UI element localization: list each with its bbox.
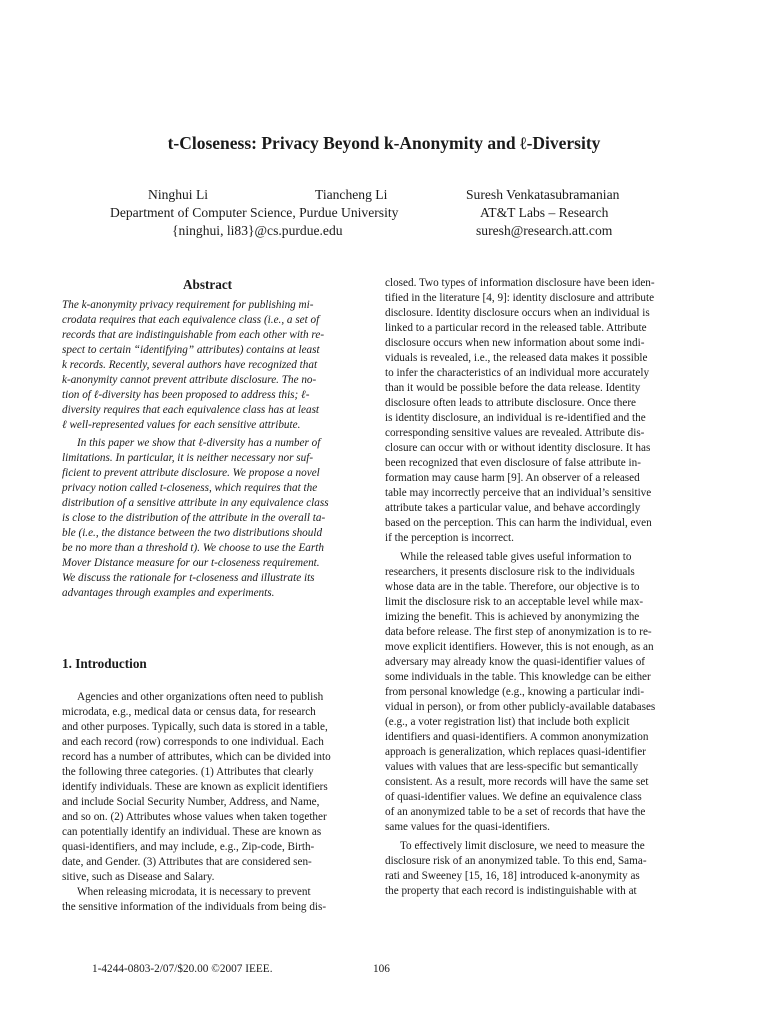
intro-heading: 1. Introduction	[62, 656, 147, 671]
rightcol-line: tified in the literature [4, 9]: identity disclosure and attribute	[385, 292, 655, 304]
email-purdue: {ninghui, li83}@cs.purdue.edu	[172, 223, 343, 238]
copyright-footer: 1-4244-0803-2/07/$20.00 ©2007 IEEE.	[92, 963, 273, 975]
rightcol-line: To effectively limit disclosure, we need to measure the	[400, 840, 645, 852]
email-att: suresh@research.att.com	[476, 223, 613, 238]
page-number: 106	[373, 963, 390, 975]
rightcol-line: adversary may already know the quasi-identifier values of	[385, 656, 646, 668]
rightcol-line: based on the perception. This can harm the individual, even	[385, 517, 652, 529]
rightcol-line: formation may cause harm [9]. An observer of a released	[385, 472, 640, 484]
rightcol-line: if the perception is incorrect.	[385, 532, 514, 544]
abstract-line: spect to certain “identifying” attributes) contains at least	[62, 344, 320, 356]
rightcol-line: same values for the quasi-identifiers.	[385, 821, 550, 833]
rightcol-line: to infer the characteristics of an individual more accurately	[385, 367, 650, 379]
intro-line: and each record (row) corresponds to one individual. Each	[62, 736, 324, 748]
rightcol-line: approach is generalization, which replaces quasi-identifier	[385, 746, 646, 758]
right-column-body	[385, 276, 685, 899]
paper-title: t-Closeness: Privacy Beyond k-Anonymity and ℓ-Diversity	[167, 133, 601, 153]
rightcol-line: disclosure often leads to attribute disclosure. Once there	[385, 397, 637, 409]
rightcol-line: closure can occur with or without identity disclosure. It has	[385, 442, 651, 454]
intro-line: and other purposes. Typically, such data is stored in a table,	[62, 721, 328, 733]
intro-body	[62, 690, 362, 915]
affiliation-purdue: Department of Computer Science, Purdue University	[110, 205, 399, 220]
abstract-line: distribution of a sensitive attribute in any equivalence class	[62, 497, 329, 509]
rightcol-line: disclosure. Identity disclosure occurs when an individual is	[385, 307, 650, 319]
rightcol-line: (e.g., a voter registration list) that include both explicit	[385, 716, 630, 728]
author-3-name: Suresh Venkatasubramanian	[466, 187, 620, 202]
abstract-line: k records. Recently, several authors have recognized that	[62, 359, 318, 371]
intro-line: can potentially identify an individual. These are known as	[62, 826, 322, 838]
rightcol-line: some individuals in the table. This knowledge can be either	[385, 671, 651, 683]
rightcol-line: the property that each record is indistinguishable with at	[385, 885, 637, 897]
intro-line: identify individuals. These are known as explicit identifiers	[62, 781, 328, 793]
intro-line: When releasing microdata, it is necessary to prevent	[77, 886, 311, 898]
intro-line: sitive, such as Disease and Salary.	[62, 871, 215, 883]
rightcol-line: than it would be possible before the data release. Identity	[385, 382, 641, 394]
abstract-line: The k-anonymity privacy requirement for publishing mi-	[62, 299, 314, 311]
intro-line: Agencies and other organizations often need to publish	[77, 691, 324, 703]
rightcol-line: from personal knowledge (e.g., knowing a particular indi-	[385, 686, 645, 698]
abstract-heading: Abstract	[183, 277, 233, 292]
rightcol-line: been recognized that even disclosure of false attribute in-	[385, 457, 641, 469]
rightcol-line: imizing the benefit. This is achieved by anonymizing the	[385, 611, 640, 623]
abstract-line: is close to the distribution of the attribute in the overall ta-	[62, 512, 326, 524]
abstract-line: In this paper we show that ℓ-diversity has a number of	[77, 437, 321, 449]
rightcol-line: researchers, it presents disclosure risk to the individuals	[385, 566, 635, 578]
abstract-line: ℓ well-represented values for each sensitive attribute.	[62, 419, 301, 431]
intro-line: the following three categories. (1) Attributes that clearly	[62, 766, 314, 778]
intro-line: and so on. (2) Attributes whose values when taken together	[62, 811, 327, 823]
author-2-name: Tiancheng Li	[315, 187, 388, 202]
abstract-line: tion of ℓ-diversity has been proposed to address this; ℓ-	[62, 389, 310, 401]
rightcol-line: rati and Sweeney [15, 16, 18] introduced k-anonymity as	[385, 870, 640, 882]
intro-line: and include Social Security Number, Address, and Name,	[62, 796, 320, 808]
author-1-name: Ninghui Li	[148, 187, 209, 202]
rightcol-line: While the released table gives useful information to	[400, 551, 632, 563]
rightcol-line: corresponding sensitive values are revealed. Attribute dis-	[385, 427, 645, 439]
rightcol-line: is identity disclosure, an individual is re-identified and the	[385, 412, 646, 424]
rightcol-line: viduals is revealed, i.e., the released data makes it possible	[385, 352, 648, 364]
rightcol-line: identifiers and quasi-identifiers. A common anonymization	[385, 731, 649, 743]
intro-line: the sensitive information of the individuals from being dis-	[62, 901, 327, 913]
abstract-line: ble (i.e., the distance between the two distributions should	[62, 527, 323, 539]
intro-line: date, and Gender. (3) Attributes that are considered sen-	[62, 856, 312, 868]
abstract-body	[62, 298, 362, 601]
rightcol-line: vidual in person), or from other publicly-available databases	[385, 701, 656, 713]
rightcol-line: of an anonymized table to be a set of records that have the	[385, 806, 646, 818]
rightcol-line: consistent. As a result, more records will have the same set	[385, 776, 649, 788]
rightcol-line: disclosure occurs when new information about some indi-	[385, 337, 645, 349]
rightcol-line: data before release. The first step of anonymization is to re-	[385, 626, 652, 638]
intro-line: quasi-identifiers, and may include, e.g., Zip-code, Birth-	[62, 841, 315, 853]
rightcol-line: values with values that are less-specific but semantically	[385, 761, 639, 773]
rightcol-line: whose data are in the table. Therefore, our objective is to	[385, 581, 640, 593]
rightcol-line: of quasi-identifier values. We define an equivalence class	[385, 791, 642, 803]
rightcol-line: table may incorrectly perceive that an individual’s sensitive	[385, 487, 652, 499]
intro-line: record has a number of attributes, which can be divided into	[62, 751, 331, 763]
abstract-line: crodata requires that each equivalence class (i.e., a set of	[62, 314, 320, 326]
abstract-line: We discuss the rationale for t-closeness and illustrate its	[62, 572, 315, 584]
intro-line: microdata, e.g., medical data or census data, for research	[62, 706, 316, 718]
abstract-line: be no more than a threshold t). We choose to use the Earth	[62, 542, 324, 554]
abstract-line: advantages through examples and experiments.	[62, 587, 275, 599]
rightcol-line: attribute takes a particular value, and behave accordingly	[385, 502, 641, 514]
abstract-line: privacy notion called t-closeness, which requires that the	[62, 482, 318, 494]
abstract-line: diversity requires that each equivalence class has at least	[62, 404, 320, 416]
affiliation-att: AT&T Labs – Research	[480, 205, 609, 220]
rightcol-line: limit the disclosure risk to an acceptable level while max-	[385, 596, 644, 608]
rightcol-line: closed. Two types of information disclosure have been iden-	[385, 277, 655, 289]
rightcol-line: disclosure risk of an anonymized table. To this end, Sama-	[385, 855, 647, 867]
rightcol-line: linked to a particular record in the released table. Attribute	[385, 322, 647, 334]
abstract-line: Mover Distance measure for our t-closeness requirement.	[62, 557, 320, 569]
abstract-line: ficient to prevent attribute disclosure. We propose a novel	[62, 467, 320, 479]
abstract-line: k-anonymity cannot prevent attribute disclosure. The no-	[62, 374, 317, 386]
rightcol-line: move explicit identifiers. However, this is not enough, as an	[385, 641, 654, 653]
abstract-line: limitations. In particular, it is neither necessary nor suf-	[62, 452, 314, 464]
abstract-line: records that are indistinguishable from each other with re-	[62, 329, 325, 341]
